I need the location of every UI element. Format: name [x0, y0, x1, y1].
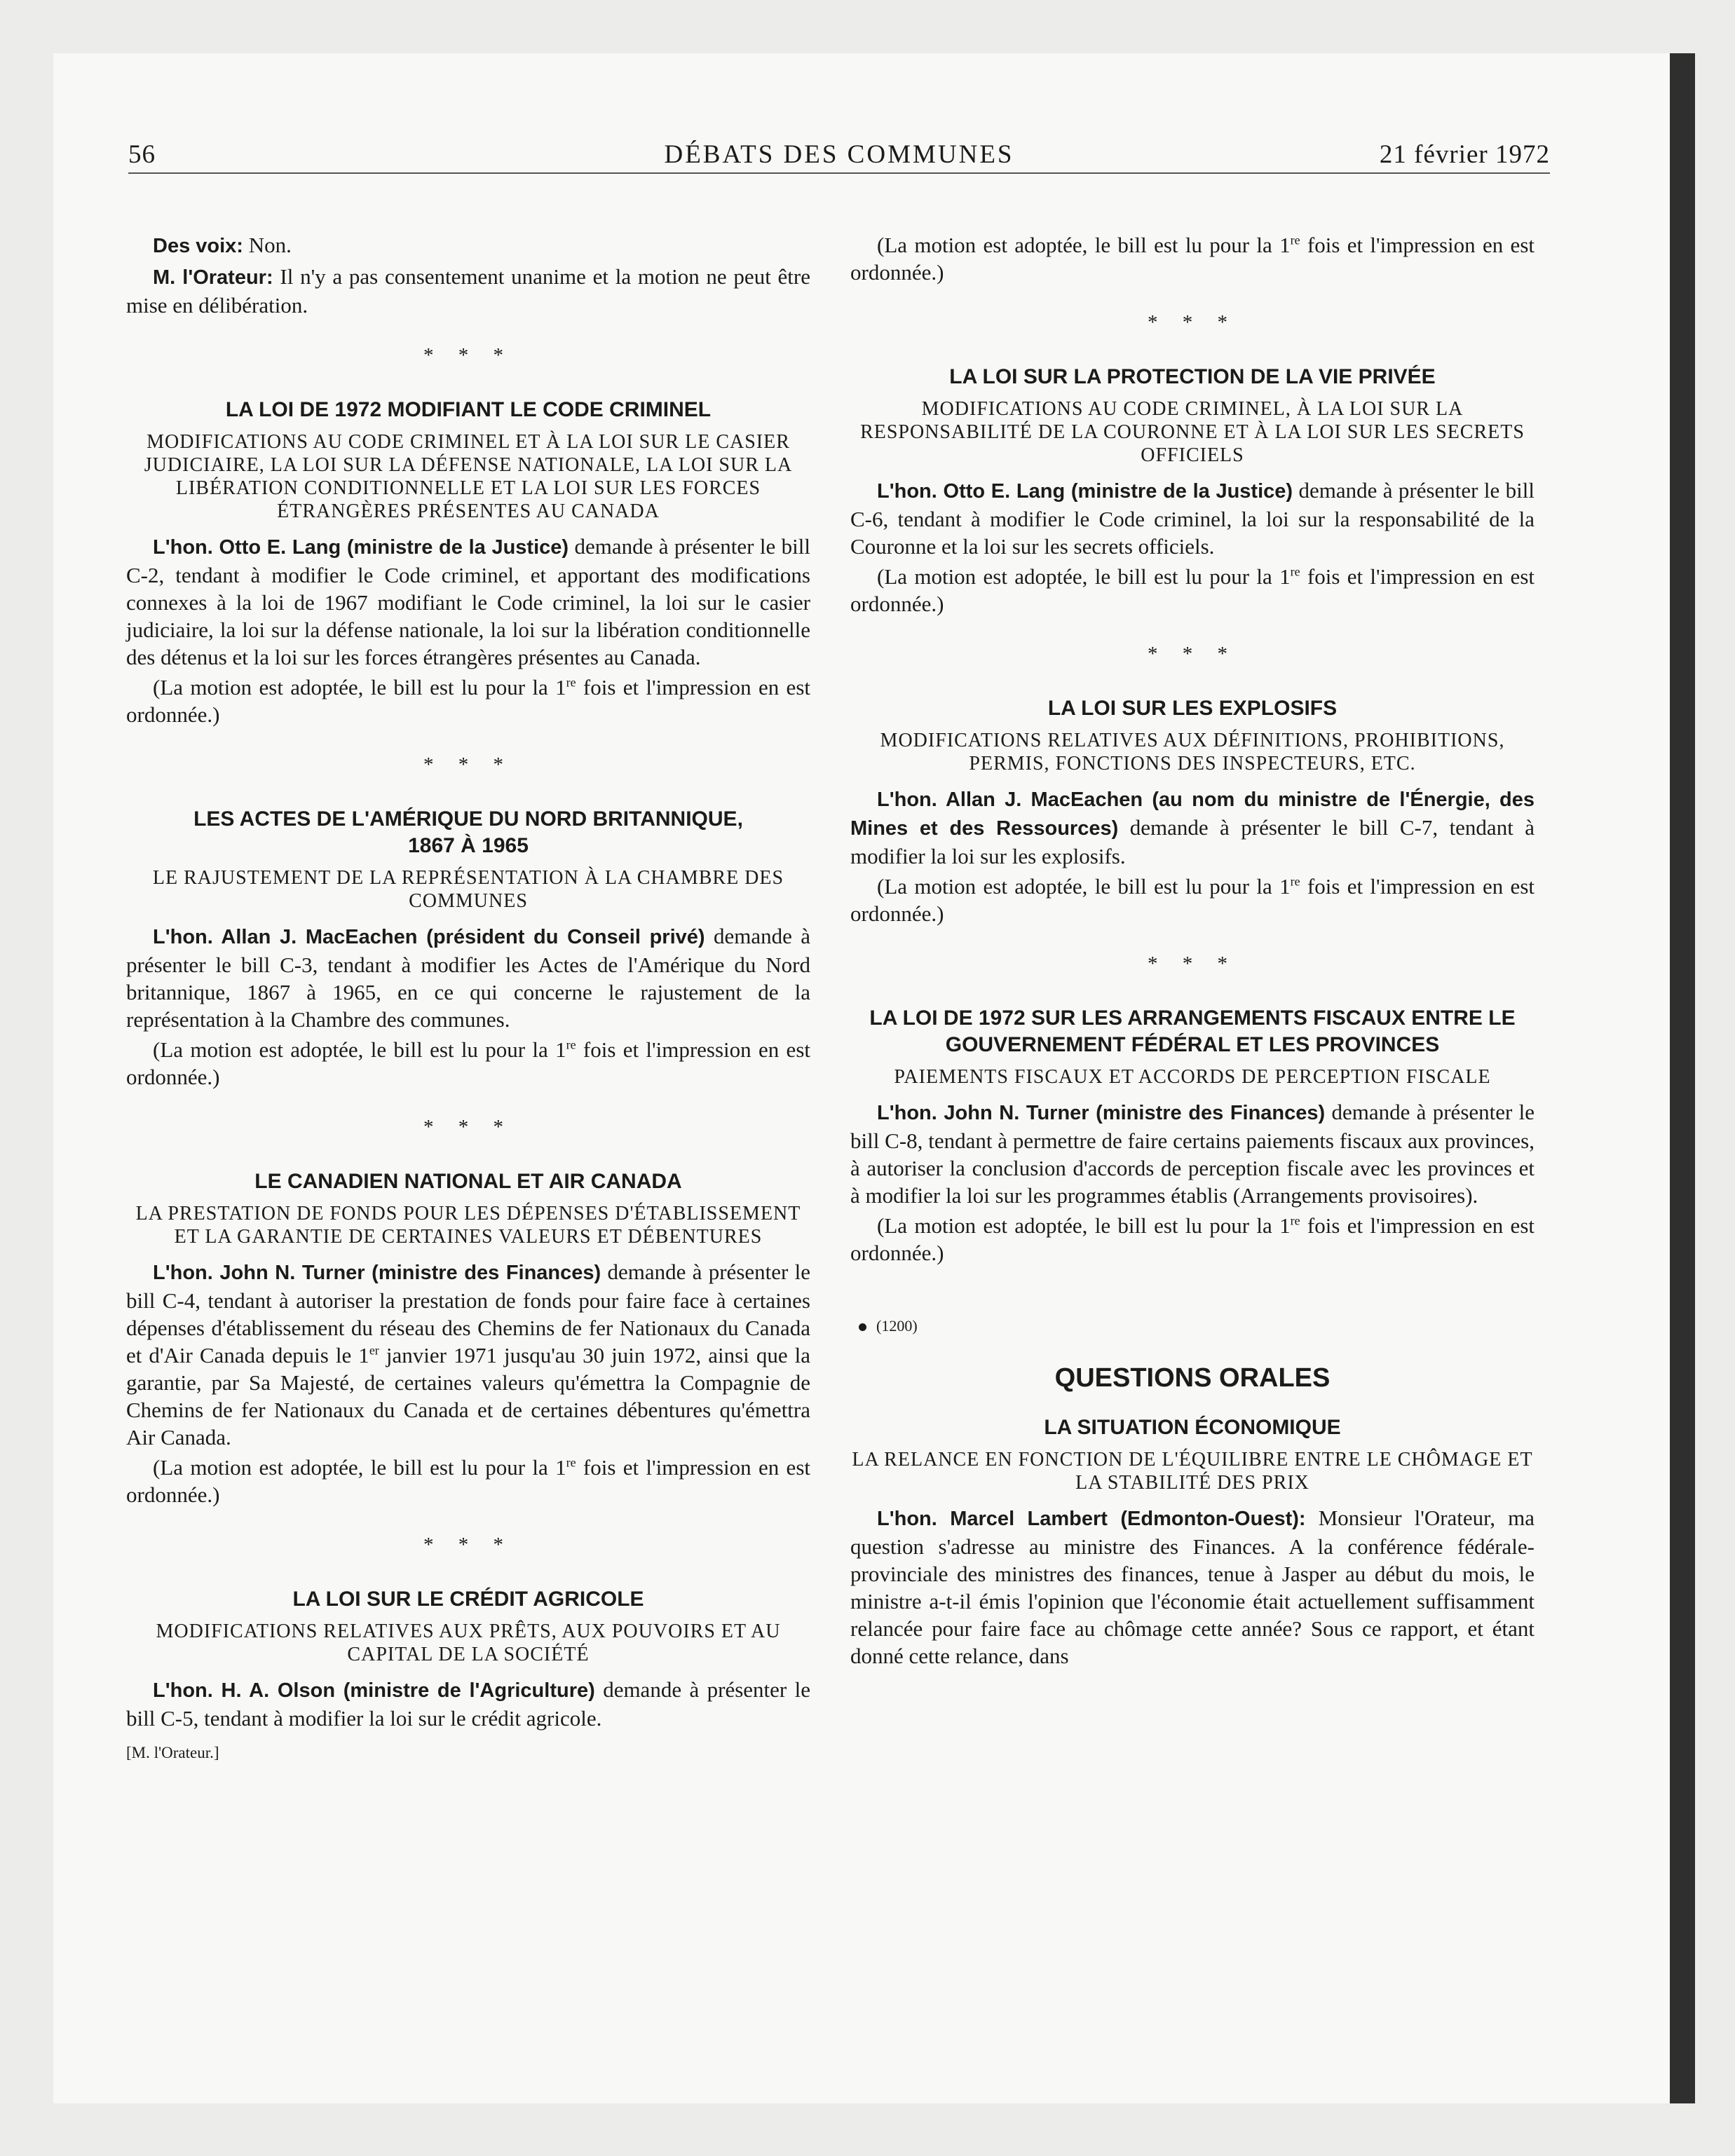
speech-text: Il n'y a pas consentement unanime et la motion ne peut être mise en délibération. [126, 264, 811, 318]
speaker-name: M. l'Orateur: [153, 266, 273, 289]
speaker-name: L'hon. Allan J. MacEachen (président du Conseil privé) [153, 926, 705, 948]
section-separator: * * * [1148, 953, 1237, 975]
motion-adopted: (La motion est adoptée, le bill est lu pour la 1re fois et l'impression en est ordonnée.) [126, 675, 810, 727]
page-header [128, 140, 1550, 174]
speech-text: demande à présenter le bill C-5, tendant à modifier la loi sur le crédit agricole. [126, 1677, 811, 1731]
section-title: LA LOI DE 1972 MODIFIANT LE CODE CRIMINEL [225, 398, 712, 421]
motion-adopted: (La motion est adoptée, le bill est lu pour la 1re fois et l'impression en est ordonnée.) [850, 1213, 1535, 1265]
running-title: DÉBATS DES COMMUNES [664, 140, 1014, 169]
speech-text: demande à présenter le bill C-7, tendant à modifier la loi sur les explosifs. [850, 815, 1535, 868]
section-subtitle: MODIFICATIONS RELATIVES AUX DÉFINITIONS, PROHIBITIONS, PERMIS, FONCTIONS DES INSPECTEURS, ETC. [880, 730, 1505, 775]
section-title: LA LOI SUR LE CRÉDIT AGRICOLE [292, 1588, 644, 1611]
speech-text: Monsieur l'Orateur, ma question s'adresse au ministre des Finances. A la conférence fédérale-provinciale des ministres des finances, tenue à Jasper au début du mois, le ministre a-t-il émis l'opinion que l'économie était actuellement suffisamment relancée pour faire face au chômage cette année? Sous ce rapport, et étant donné cette relance, dans [850, 1506, 1535, 1668]
section-subtitle: MODIFICATIONS AU CODE CRIMINEL, À LA LOI SUR LA RESPONSABILITÉ DE LA COURONNE ET À LA LOI SUR LES SECRETS OFFICIELS [860, 398, 1525, 466]
section-separator: * * * [423, 344, 513, 367]
section-title: LA LOI SUR LA PROTECTION DE LA VIE PRIVÉE [949, 365, 1436, 388]
bullet-icon [859, 1323, 866, 1331]
paragraph [126, 231, 810, 260]
speech-text: demande à présenter le bill C-4, tendant à autoriser la prestation de fonds pour faire face à certaines dépenses d'établissement du réseau des Chemins de fer Nationaux du Canada et d'Air Canada depuis le 1er janvier 1971 jusqu'au 30 juin 1972, ainsi que la garantie, par Sa Majesté, de certaines valeurs qu'émettra la Compagnie de Chemins de fer Nationaux du Canada et de certaines débentures qu'émettra Air Canada. [126, 1260, 811, 1449]
speaker-footnote: [M. l'Orateur.] [126, 1744, 219, 1761]
motion-adopted: (La motion est adoptée, le bill est lu pour la 1re fois et l'impression en est ordonnée.) [850, 874, 1535, 926]
speaker-name: L'hon. Otto E. Lang (ministre de la Justice) [877, 480, 1293, 503]
speaker-name: L'hon. Marcel Lambert (Edmonton-Ouest): [877, 1508, 1306, 1530]
speech-text: demande à présenter le bill C-2, tendant à modifier le Code criminel, et apportant des modifications connexes à la loi de 1967 modifiant le Code criminel, la loi sur le casier judiciaire, la loi sur la défense nationale, la loi sur la libération conditionnelle des détenus et la loi sur les forces étrangères présentes au Canada. [126, 534, 810, 669]
section-subtitle: LA RELANCE EN FONCTION DE L'ÉQUILIBRE ENTRE LE CHÔMAGE ET LA STABILITÉ DES PRIX [852, 1449, 1533, 1494]
speech-text: demande à présenter le bill C-3, tendant à modifier les Actes de l'Amérique du Nord britannique, 1867 à 1965, en ce qui concerne le rajustement de la représentation à la Chambre des communes. [126, 924, 811, 1032]
section-subtitle: MODIFICATIONS RELATIVES AUX PRÊTS, AUX POUVOIRS ET AU CAPITAL DE LA SOCIÉTÉ [156, 1621, 781, 1665]
motion-adopted: (La motion est adoptée, le bill est lu pour la 1re fois et l'impression en est ordonnée.) [850, 233, 1535, 285]
speech-text: demande à présenter le bill C-6, tendant à modifier le Code criminel, la loi sur la responsabilité de la Couronne et la loi sur les secrets officiels. [850, 478, 1535, 559]
section-title: LA SITUATION ÉCONOMIQUE [1044, 1416, 1341, 1439]
section-title: LE CANADIEN NATIONAL ET AIR CANADA [254, 1170, 682, 1193]
paragraph [850, 1504, 1535, 1670]
section-separator: * * * [1148, 311, 1237, 334]
time-marker: (1200) [859, 1317, 1535, 1335]
left-column [126, 231, 810, 1766]
speech-text: demande à présenter le bill C-8, tendant à permettre de faire certains paiements fiscaux aux provinces, à autoriser la conclusion d'accords de perception fiscale avec les provinces et à modifier la loi sur les programmes établis (Arrangements provisoires). [850, 1100, 1535, 1208]
section-separator: * * * [423, 1116, 513, 1138]
section-separator: * * * [423, 1534, 513, 1556]
paragraph [850, 785, 1535, 870]
section-title: LA LOI SUR LES EXPLOSIFS [1047, 697, 1338, 720]
paragraph [126, 263, 810, 319]
motion-adopted: (La motion est adoptée, le bill est lu pour la 1re fois et l'impression en est ordonnée.) [126, 1455, 810, 1507]
paragraph [850, 1098, 1535, 1209]
section-subtitle: LA PRESTATION DE FONDS POUR LES DÉPENSES D'ÉTABLISSEMENT ET LA GARANTIE DE CERTAINES VALEURS ET DÉBENTURES [135, 1203, 801, 1248]
section-separator: * * * [423, 753, 513, 776]
motion-adopted: (La motion est adoptée, le bill est lu pour la 1re fois et l'impression en est ordonnée.) [850, 564, 1535, 616]
speaker-name: L'hon. Otto E. Lang (ministre de la Justice) [153, 536, 569, 559]
speaker-name: L'hon. John N. Turner (ministre des Finances) [153, 1262, 601, 1284]
chapter-title: QUESTIONS ORALES [1054, 1363, 1331, 1393]
section-title: LES ACTES DE L'AMÉRIQUE DU NORD BRITANNIQUE, 1867 À 1965 [193, 807, 743, 857]
page-date: 21 février 1972 [1379, 140, 1550, 169]
speech-text: Non. [248, 233, 292, 257]
speaker-name: L'hon. John N. Turner (ministre des Finances) [877, 1102, 1326, 1124]
paragraph [126, 1676, 810, 1732]
paragraph [126, 533, 810, 671]
speaker-name: L'hon. Allan J. MacEachen (au nom du ministre de l'Énergie, des Mines et des Ressources) [850, 789, 1535, 840]
speaker-name: Des voix: [153, 235, 243, 257]
paragraph [126, 922, 810, 1033]
binding-edge [1670, 53, 1695, 2103]
section-separator: * * * [1148, 643, 1237, 665]
section-subtitle: MODIFICATIONS AU CODE CRIMINEL ET À LA LOI SUR LE CASIER JUDICIAIRE, LA LOI SUR LA DÉFENSE NATIONALE, LA LOI SUR LA LIBÉRATION CONDITIONNELLE ET LA LOI SUR LES FORCES ÉTRANGÈRES PRÉSENTES AU CANADA [144, 431, 793, 522]
page-number: 56 [128, 140, 156, 169]
paragraph [126, 1258, 810, 1451]
paragraph [850, 477, 1535, 560]
right-column [850, 231, 1535, 1672]
speaker-name: L'hon. H. A. Olson (ministre de l'Agriculture) [153, 1679, 595, 1702]
section-subtitle: LE RAJUSTEMENT DE LA REPRÉSENTATION À LA CHAMBRE DES COMMUNES [152, 867, 784, 912]
motion-adopted: (La motion est adoptée, le bill est lu pour la 1re fois et l'impression en est ordonnée.) [126, 1037, 810, 1089]
section-subtitle: PAIEMENTS FISCAUX ET ACCORDS DE PERCEPTION FISCALE [894, 1066, 1491, 1088]
section-title: LA LOI DE 1972 SUR LES ARRANGEMENTS FISCAUX ENTRE LE GOUVERNEMENT FÉDÉRAL ET LES PROVINCES [869, 1007, 1516, 1056]
